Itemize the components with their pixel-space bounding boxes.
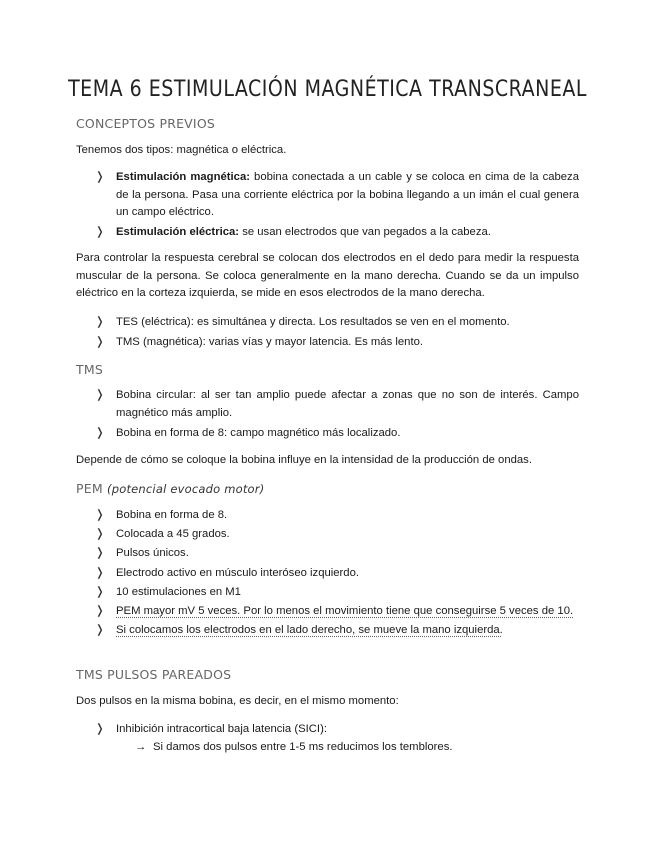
list-item: [76, 545, 579, 563]
list-item: [76, 565, 579, 583]
arrow-right-icon: →: [135, 741, 147, 753]
item-text: Pulsos únicos.: [116, 547, 189, 560]
chevron-right-icon: ❭: [95, 604, 105, 617]
list-item: [76, 526, 579, 544]
tipos-list: [76, 169, 579, 244]
heading-pareados: TMS PULSOS PAREADOS: [76, 667, 232, 682]
chevron-right-icon: ❭: [95, 226, 105, 239]
list-item: [76, 334, 579, 352]
list-item: [76, 224, 579, 242]
chevron-right-icon: ❭: [95, 389, 105, 401]
chevron-right-icon: ❭: [95, 566, 105, 579]
item-text: PEM mayor mV 5 veces. Por lo menos el movimiento tiene que conseguirse 5 veces de 10.: [116, 604, 574, 617]
chevron-right-icon: ❭: [95, 547, 105, 560]
chevron-right-icon: ❭: [95, 336, 105, 349]
list-item: [76, 387, 579, 422]
item-text: Si colocamos los electrodos en el lado derecho, se mueve la mano izquierda.: [116, 624, 503, 637]
item-text: Electrodo activo en músculo interóseo izquierdo.: [116, 566, 360, 579]
list-item: [76, 507, 579, 525]
heading-conceptos: CONCEPTOS PREVIOS: [76, 116, 215, 131]
sub-bullet: [135, 739, 453, 756]
item-text: Bobina en forma de 8.: [116, 509, 228, 521]
list-item: [76, 425, 579, 443]
chevron-right-icon: ❭: [95, 316, 105, 328]
chevron-right-icon: ❭: [95, 585, 105, 598]
paragraph-control: Para controlar la respuesta cerebral se colocan dos electrodos en el dedo para medir la respuesta muscular de la persona. Se coloca generalmente en la mano derecha. Cuando se da un impulso eléctrico en la corteza izquierda, se mide en esos electrodos de la mano derecha.: [76, 252, 579, 300]
pem-list: [76, 507, 579, 641]
item-text: TMS (magnética): varias vías y mayor latencia. Es más lento.: [116, 336, 424, 349]
list-item: [76, 622, 579, 640]
item-text: bobina conectada a un cable y se coloca en cima de la cabeza de la persona. Pasa una corriente eléctrica por la bobina llegando a un imán el cual genera un campo eléctrico.: [116, 171, 579, 219]
bobina-list: [76, 387, 579, 445]
list-item: [76, 603, 579, 621]
item-text: 10 estimulaciones en M1: [116, 585, 241, 598]
list-item: [76, 584, 579, 602]
intro-text: Tenemos dos tipos: magnética o eléctrica.: [76, 144, 287, 156]
tes-tms-list: [76, 314, 579, 354]
item-text: Bobina en forma de 8: campo magnético más localizado.: [116, 426, 401, 439]
heading-pem-sub: (potencial evocado motor): [107, 482, 265, 496]
item-term: Estimulación eléctrica:: [116, 226, 240, 239]
chevron-right-icon: ❭: [95, 528, 105, 541]
list-item: [76, 314, 579, 332]
item-term: Estimulación magnética:: [116, 171, 250, 183]
item-text: TES (eléctrica): es simultánea y directa. Los resultados se ven en el momento.: [116, 316, 510, 328]
paragraph-bobina: Depende de cómo se coloque la bobina influye en la intensidad de la producción de ondas.: [76, 454, 532, 466]
list-item: [76, 169, 579, 222]
paragraph-pareados: Dos pulsos en la misma bobina, es decir, en el mismo momento:: [76, 695, 399, 707]
chevron-right-icon: ❭: [95, 723, 105, 735]
item-text: Bobina circular: al ser tan amplio puede afectar a zonas que no son de interés. Campo magnético más amplio.: [116, 389, 579, 419]
sub-bullet-text: Si damos dos pulsos entre 1-5 ms reducimos los temblores.: [153, 741, 453, 753]
item-text: Colocada a 45 grados.: [116, 528, 230, 541]
list-item: [76, 721, 579, 739]
heading-pem: [76, 481, 264, 496]
heading-pem-label: PEM: [76, 481, 103, 496]
page-title: TEMA 6 ESTIMULACIÓN MAGNÉTICA TRANSCRANEAL: [68, 76, 587, 102]
item-text: Inhibición intracortical baja latencia (SICI):: [116, 723, 327, 735]
chevron-right-icon: ❭: [95, 509, 105, 521]
chevron-right-icon: ❭: [95, 624, 105, 637]
chevron-right-icon: ❭: [95, 171, 105, 183]
chevron-right-icon: ❭: [95, 426, 105, 439]
heading-tms: TMS: [76, 362, 103, 377]
item-text: se usan electrodos que van pegados a la cabeza.: [239, 226, 491, 239]
